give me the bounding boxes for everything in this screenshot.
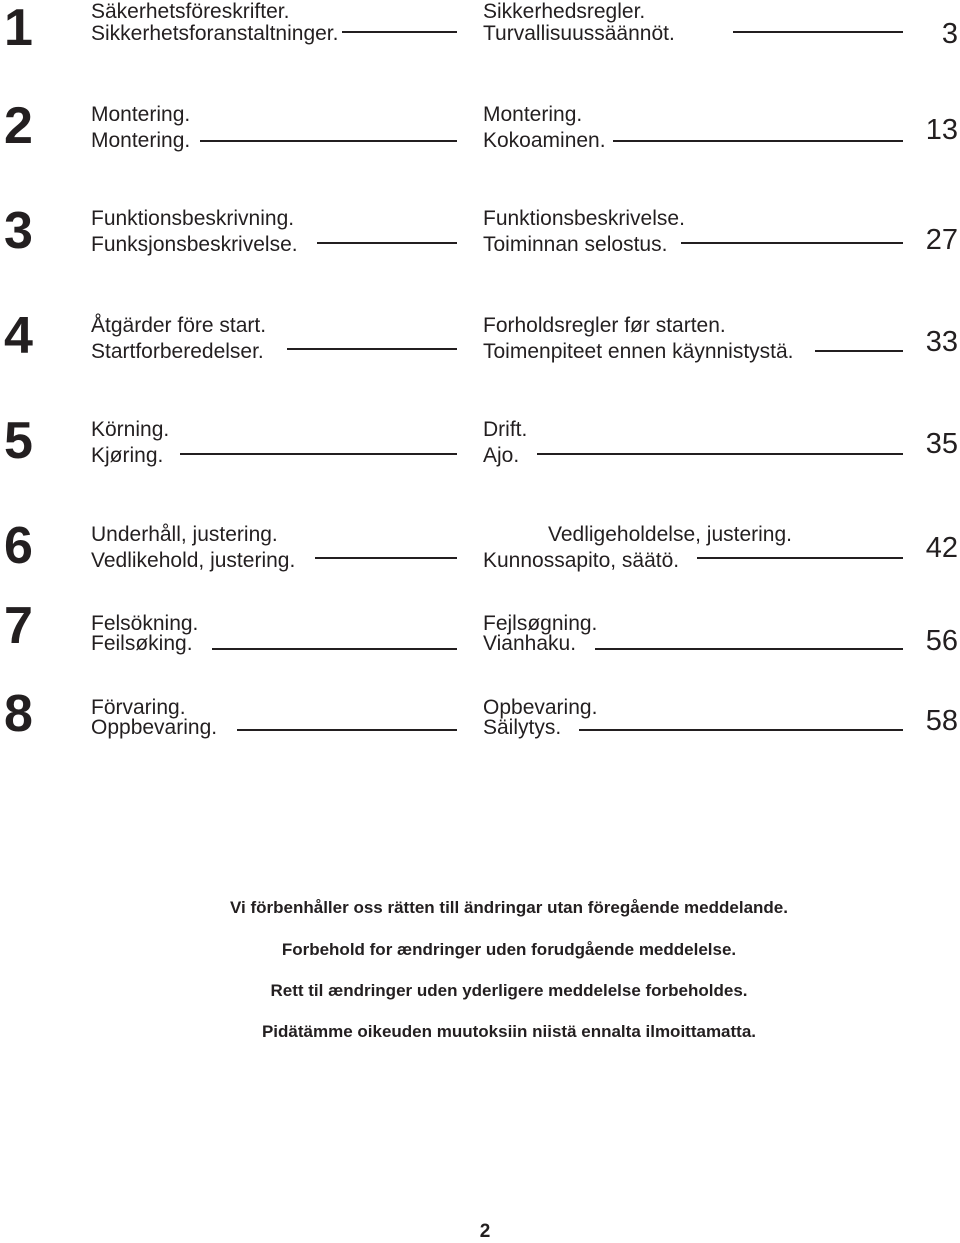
toc-title-sv[interactable]: Underhåll, justering.: [91, 523, 278, 546]
page-ref[interactable]: 27: [925, 224, 958, 256]
page-ref[interactable]: 33: [925, 326, 958, 358]
toc-title-fi[interactable]: Toimenpiteet ennen käynnistystä.: [483, 340, 794, 363]
toc-title-no[interactable]: Startforberedelser.: [91, 340, 264, 363]
toc-title-fi[interactable]: Turvallisuussäännöt.: [483, 22, 675, 45]
toc-title-sv[interactable]: Säkerhetsföreskrifter.: [91, 0, 290, 23]
toc-title-no[interactable]: Montering.: [91, 129, 191, 152]
toc-title-fi[interactable]: Kokoaminen.: [483, 129, 606, 152]
notice-da: Forbehold for ændringer uden forudgående meddelelse.: [281, 940, 737, 959]
section-number: 3: [4, 202, 32, 260]
leader-line: [342, 31, 457, 33]
leader-line: [697, 557, 903, 559]
toc-title-sv[interactable]: Åtgärder före start.: [91, 314, 267, 337]
section-number: 4: [4, 307, 32, 365]
toc-title-sv[interactable]: Felsökning.: [91, 612, 199, 635]
notice-fi: Pidätämme oikeuden muutoksiin niistä ennalta ilmoittamatta.: [261, 1022, 757, 1041]
toc-title-no[interactable]: Oppbevaring.: [91, 716, 218, 739]
toc-title-sv[interactable]: Förvaring.: [91, 696, 186, 719]
toc-title-da[interactable]: Opbevaring.: [483, 696, 598, 719]
toc-title-no[interactable]: Kjøring.: [91, 444, 164, 467]
section-number: 6: [4, 517, 32, 575]
section-number: 7: [4, 597, 32, 655]
leader-line: [212, 648, 457, 650]
leader-line: [613, 140, 903, 142]
leader-line: [287, 348, 457, 350]
toc-title-sv[interactable]: Montering.: [91, 103, 191, 126]
leader-line: [317, 242, 457, 244]
page-ref[interactable]: 3: [941, 18, 958, 50]
toc-title-da[interactable]: Sikkerhedsregler.: [483, 0, 646, 23]
section-number: 2: [4, 97, 32, 155]
notice-sv: Vi förbenhåller oss rätten till ändringar utan föregående meddelande.: [230, 898, 788, 917]
leader-line: [681, 242, 903, 244]
page-number: 2: [479, 1221, 491, 1242]
toc-title-da[interactable]: Fejlsøgning.: [483, 612, 598, 635]
leader-line: [237, 729, 457, 731]
leader-line: [595, 648, 903, 650]
leader-line: [733, 31, 903, 33]
toc-title-fi[interactable]: Kunnossapito, säätö.: [483, 549, 680, 572]
section-number: 8: [4, 685, 32, 743]
section-number: 5: [4, 412, 32, 470]
toc-title-fi[interactable]: Ajo.: [483, 444, 520, 467]
section-number: 1: [4, 0, 32, 57]
toc-title-fi[interactable]: Säilytys.: [483, 716, 562, 739]
toc-title-da[interactable]: Montering.: [483, 103, 583, 126]
toc-title-sv[interactable]: Körning.: [91, 418, 170, 441]
page-ref[interactable]: 58: [925, 705, 958, 737]
toc-title-da[interactable]: Funktionsbeskrivelse.: [483, 207, 685, 230]
toc-title-da[interactable]: Forholdsregler før starten.: [483, 314, 726, 337]
toc-title-fi[interactable]: Toiminnan selostus.: [483, 233, 668, 256]
notice-no: Rett til ændringer uden yderligere meddelelse forbeholdes.: [270, 981, 748, 1000]
leader-line: [537, 453, 903, 455]
page-ref[interactable]: 42: [925, 532, 958, 564]
toc-title-no[interactable]: Funksjonsbeskrivelse.: [91, 233, 298, 256]
leader-line: [815, 350, 903, 352]
toc-title-da[interactable]: Vedligeholdelse, justering.: [548, 523, 793, 546]
page-ref[interactable]: 13: [925, 114, 958, 146]
toc-title-sv[interactable]: Funktionsbeskrivning.: [91, 207, 295, 230]
page-ref[interactable]: 35: [925, 428, 958, 460]
toc-title-da[interactable]: Drift.: [483, 418, 528, 441]
leader-line: [180, 453, 457, 455]
toc-title-no[interactable]: Sikkerhetsforanstaltninger.: [91, 22, 339, 45]
leader-line: [579, 729, 903, 731]
toc-title-no[interactable]: Feilsøking.: [91, 632, 193, 655]
toc-title-no[interactable]: Vedlikehold, justering.: [91, 549, 296, 572]
toc-title-fi[interactable]: Vianhaku.: [483, 632, 577, 655]
leader-line: [200, 140, 457, 142]
leader-line: [315, 557, 457, 559]
page-ref[interactable]: 56: [925, 625, 958, 657]
